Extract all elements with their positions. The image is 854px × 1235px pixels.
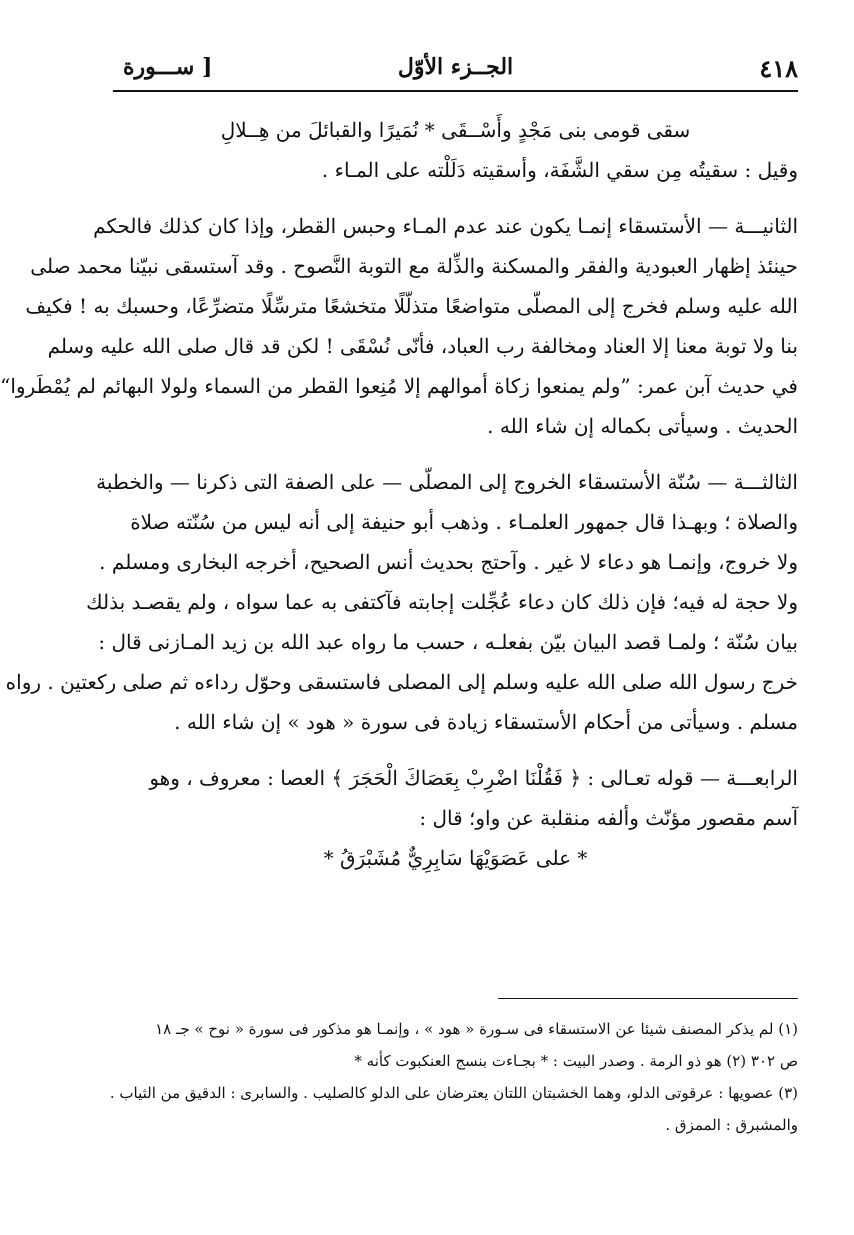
text-line: الحديث . وسيأتى بكماله إن شاء الله . [487, 414, 798, 438]
poem-verse: * على عَصَوَيْهَا سَابِرِيٌّ مُشَبْرَقُ * [323, 846, 588, 870]
text-line: ولا خروج، وإنمـا هو دعاء لا غير . وآحتج بحديث أنس الصحيح، أخرجه البخارى ومسلم . [99, 550, 798, 574]
text-line: وقيل : سقيتُه مِن سقي الشَّفَة، وأسقيته دَلَلْته على المـاء . [321, 158, 798, 182]
text-line: الثالثـــة — سُنّة الأستسقاء الخروج إلى المصلّى — على الصفة التى ذكرنا — والخطبة [96, 470, 798, 494]
footnote-rule [498, 998, 798, 999]
paragraph-gap [113, 190, 798, 206]
header-rule [113, 90, 798, 92]
text-line: بيان سُنّة ؛ ولمـا قصد البيان بيّن بفعلـه ، حسب ما رواه عبد الله بن زيد المـازنى قال : [98, 630, 798, 654]
footnote-line: ص ٣٠٢ (٢) هو ذو الرمة . وصدر البيت : * بجـاءت بنسج العنكبوت كأنه * [354, 1052, 798, 1070]
text-line: في حديث آبن عمر: ”ولم يمنعوا زكاة أموالهم إلا مُنِعوا القطر من السماء ولولا البهائم لم يُمْطَروا“ [0, 374, 798, 398]
part-title: الجــزء الأوّل [397, 54, 514, 80]
page-number: ٤١٨ [759, 54, 798, 83]
paragraph-gap [113, 742, 798, 758]
footnote-line: (٣) عصويها : عرقوتى الدلو، وهما الخشبتان اللتان يعترضان على الدلو كالصليب . والسابرى : الدقيق من الثياب . [109, 1084, 798, 1102]
text-line: مسلم . وسيأتى من أحكام الأستسقاء زيادة فى سورة « هود » إن شاء الله . [174, 710, 798, 734]
main-text [0, 110, 798, 878]
text-line: الرابعـــة — قوله تعـالى : ﴿ فَقُلْنَا اضْرِبْ بِعَصَاكَ الْحَجَرَ ﴾ العصا : معروف ، وهو [149, 766, 798, 790]
footnotes [109, 1013, 798, 1141]
footnote-line: (١) لم يذكر المصنف شيئا عن الاستسقاء فى سـورة « هود » ، وإنمـا هو مذكور فى سورة « نوح » جـ ١٨ [155, 1020, 798, 1038]
text-line: الثانيـــة — الأستسقاء إنمـا يكون عند عدم المـاء وحبس القطر، وإذا كان كذلك فالحكم [93, 214, 798, 238]
poem-verse: سقى قومى بنى مَجْدٍ وأَسْــقَى * نُمَيرًا والقبائلَ من هِــلالِ [220, 118, 691, 142]
book-page [0, 38, 798, 1208]
text-line: خرج رسول الله صلى الله عليه وسلم إلى المصلى فاستسقى وحوّل رداءه ثم صلى ركعتين . رواه [5, 670, 798, 694]
text-line: حينئذ إظهار العبودية والفقر والمسكنة والذِّلة مع التوبة النَّصوح . وقد آستسقى نبيّنا محمد صلى [30, 254, 798, 278]
page-header [113, 50, 798, 90]
text-line: الله عليه وسلم فخرج إلى المصلّى متواضعًا متذلّلًا متخشعًا مترسِّلًا متضرِّعًا، وحسبك به ! فكيف [25, 294, 798, 318]
footnote-line: والمشبرق : الممزق . [665, 1116, 798, 1134]
text-line: والصلاة ؛ وبهـذا قال جمهور العلمـاء . وذهب أبو حنيفة إلى أنه ليس من سُنّته صلاة [130, 510, 798, 534]
text-line: ولا حجة له فيه؛ فإن ذلك كان دعاء عُجِّلت إجابته فآكتفى به عما سواه ، ولم يقصـد بذلك [86, 590, 798, 614]
surah-running-head: [ ســـورة [123, 54, 213, 80]
paragraph-gap [113, 446, 798, 462]
text-line: آسم مقصور مؤنّث وألفه منقلبة عن واو؛ قال : [419, 806, 798, 830]
text-line: بنا ولا توبة معنا إلا العناد ومخالفة رب العباد، فأنّى نُسْقَى ! لكن قد قال صلى الله عليه وسلم [47, 334, 798, 358]
